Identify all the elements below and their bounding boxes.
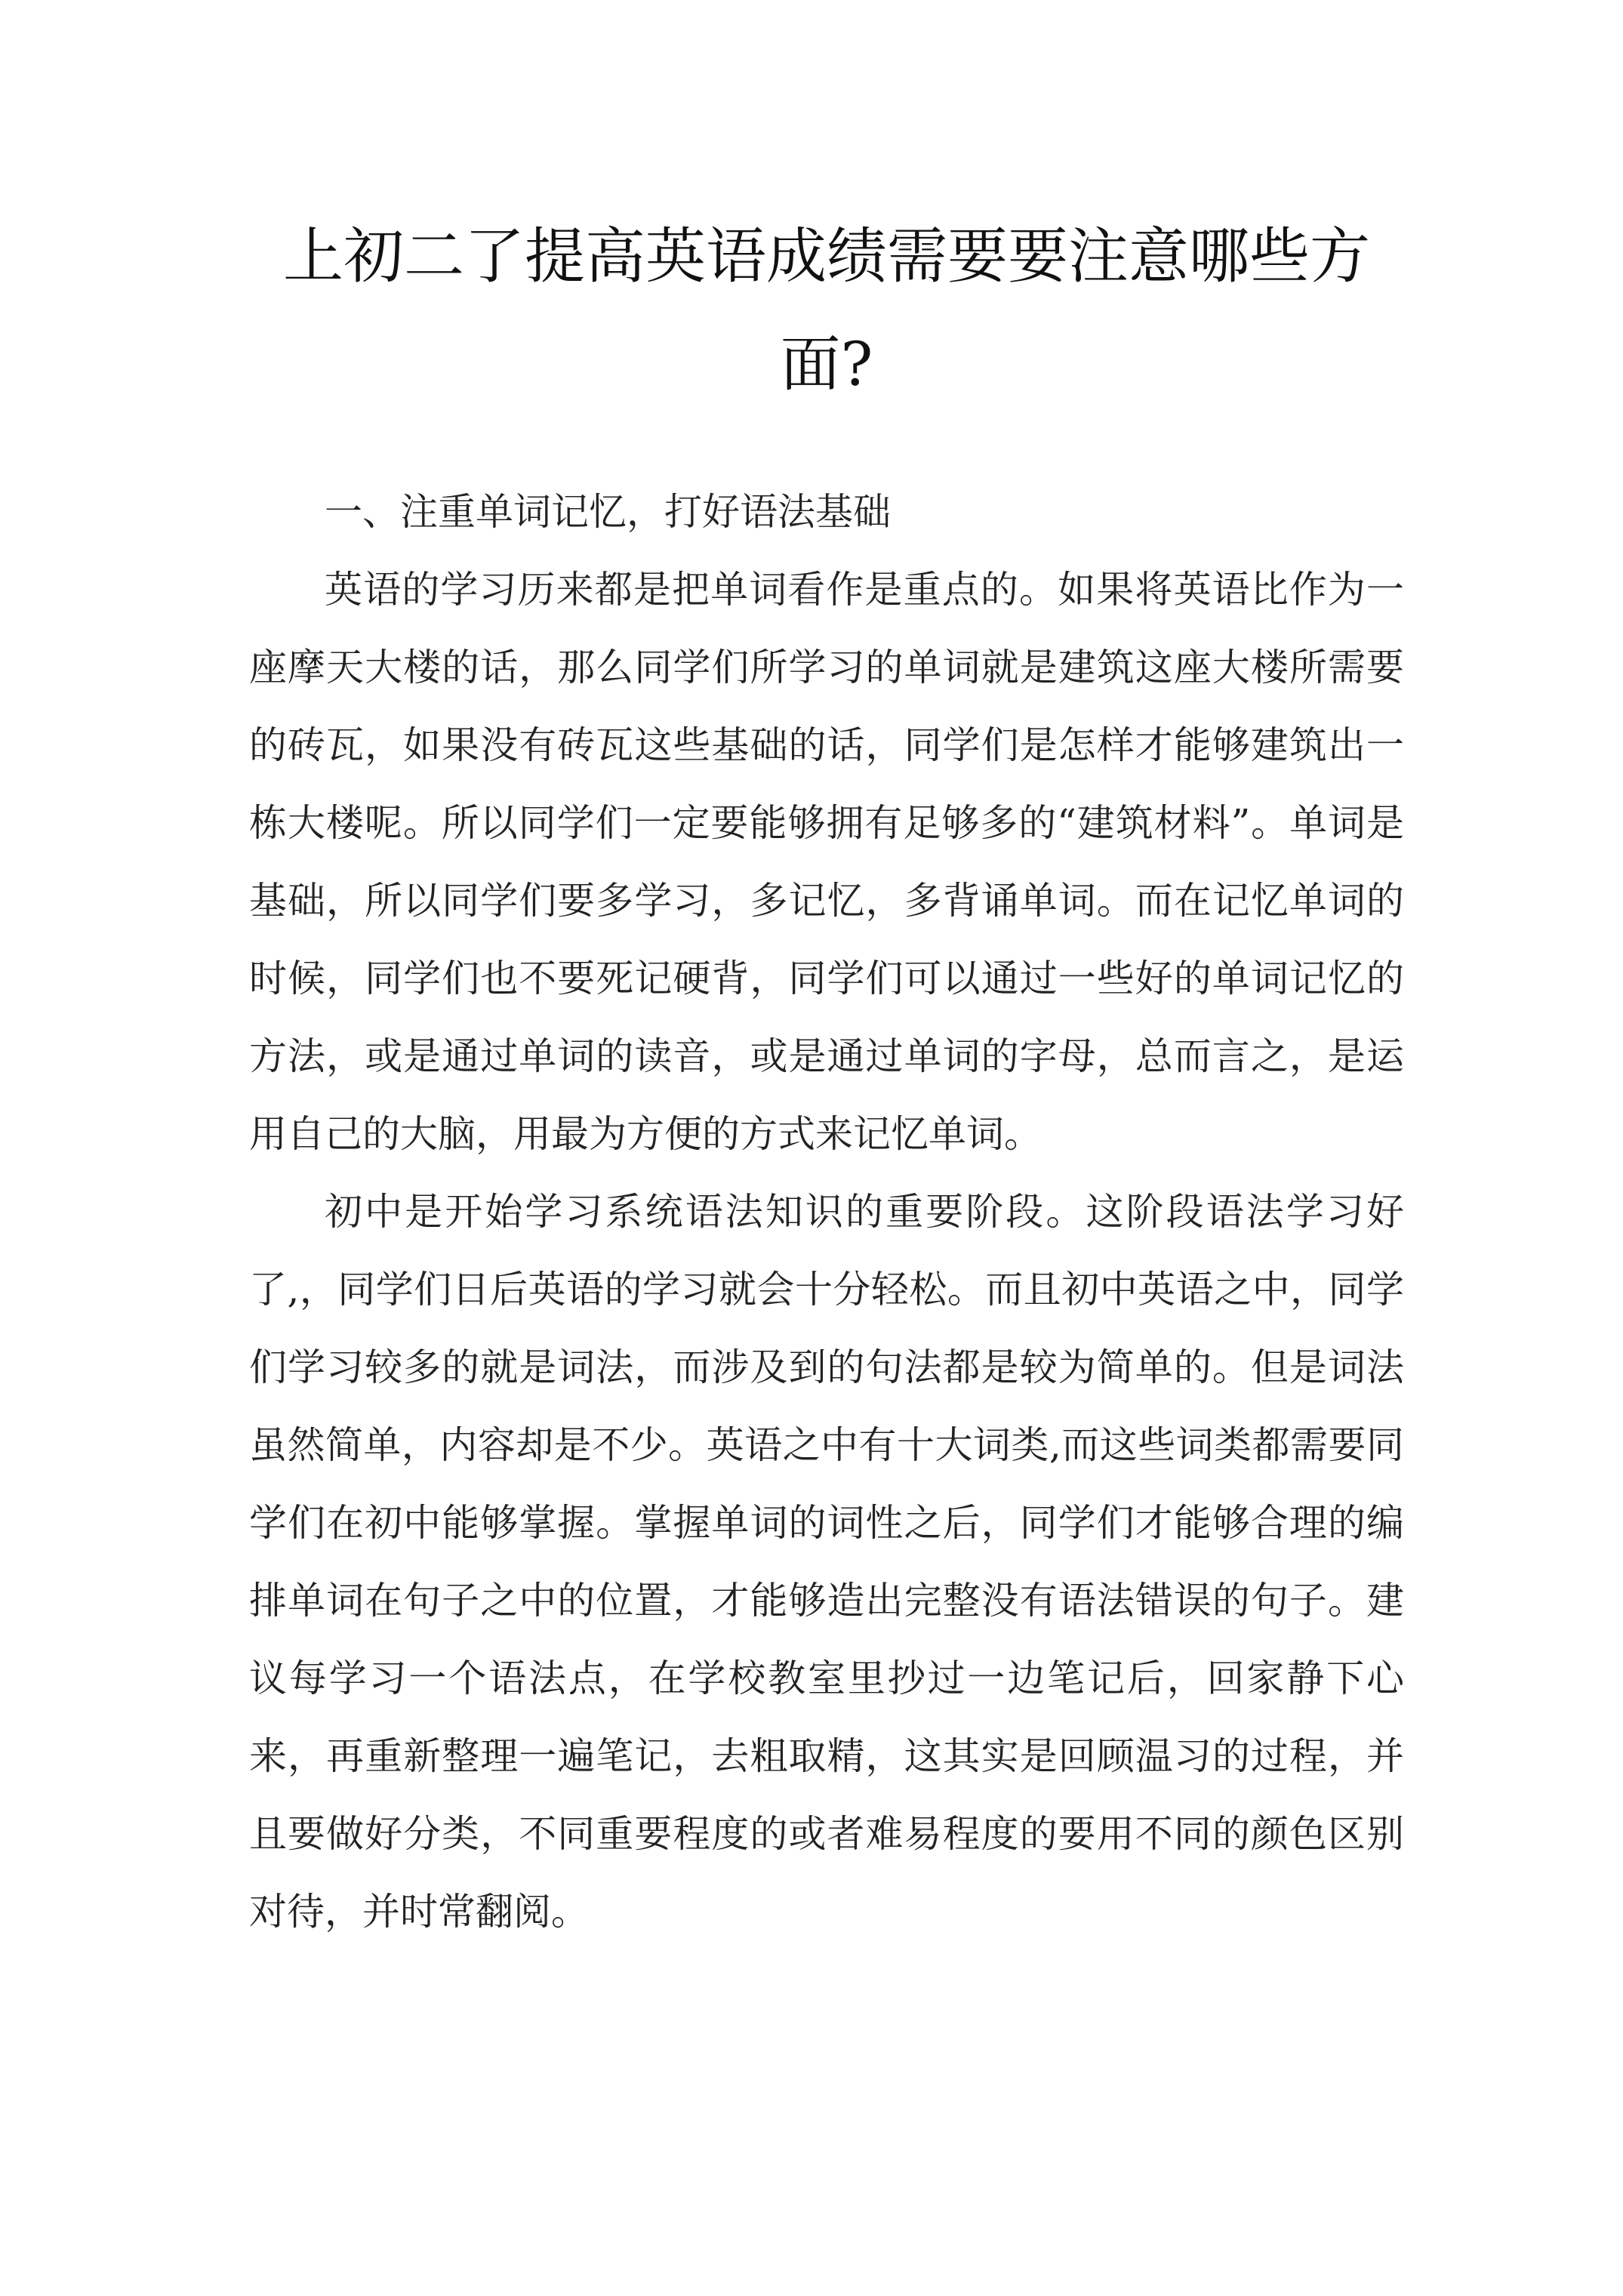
document-title: 上初二了提高英语成绩需要要注意哪些方面? bbox=[283, 221, 1370, 399]
section-heading: 一、注重单词记忆，打好语法基础 bbox=[325, 490, 891, 534]
document-body bbox=[249, 473, 1404, 1951]
body-paragraph: 英语的学习历来都是把单词看作是重点的。如果将英语比作为一座摩天大楼的话，那么同学们所学习的单词就是建筑这座大楼所需要的砖瓦，如果没有砖瓦这些基础的话，同学们是怎样才能够建筑出一栋大楼呢。所以同学们一定要能够拥有足够多的“建筑材料”。单词是基础，所以同学们要多学习，多记忆，多背诵单词。而在记忆单词的时候，同学们也不要死记硬背，同学们可以通过一些好的单词记忆的方法，或是通过单词的读音，或是通过单词的字母，总而言之，是运用自己的大脑，用最为方便的方式来记忆单词。 bbox=[249, 568, 1404, 1156]
body-paragraph: 初中是开始学习系统语法知识的重要阶段。这阶段语法学习好了,，同学们日后英语的学习就会十分轻松。而且初中英语之中，同学们学习较多的就是词法，而涉及到的句法都是较为简单的。但是词法虽然简单，内容却是不少。英语之中有十大词类,而这些词类都需要同学们在初中能够掌握。掌握单词的词性之后，同学们才能够合理的编排单词在句子之中的位置，才能够造出完整没有语法错误的句子。建议每学习一个语法点，在学校教室里抄过一边笔记后，回家静下心来，再重新整理一遍笔记，去粗取精，这其实是回顾温习的过程，并且要做好分类，不同重要程度的或者难易程度的要用不同的颜色区别对待，并时常翻阅。 bbox=[249, 1190, 1404, 1934]
